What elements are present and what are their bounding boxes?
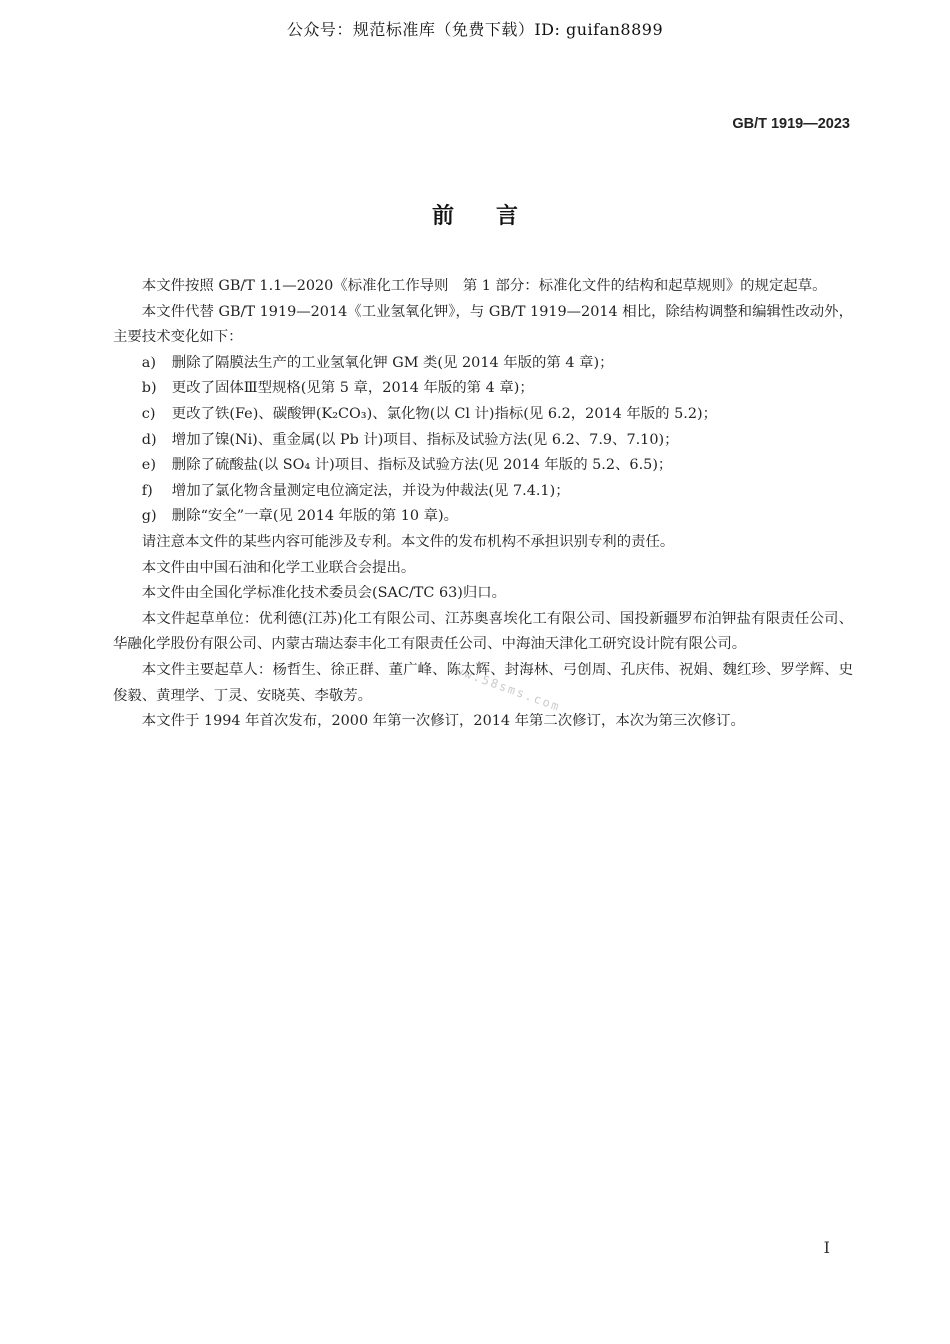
change-item-label: e) — [141, 457, 156, 474]
change-item-label: g) — [141, 508, 157, 525]
page-title: 前言 — [431, 203, 560, 229]
watermark: www.58sms.com — [445, 660, 563, 715]
paragraph-drafting-rules: 本文件按照 GB/T 1.1—2020《标准化工作导则 第 1 部分：标准化文件的结构和起草规则》的规定起草。 — [141, 278, 827, 294]
paragraph-drafting-units: 本文件起草单位：优利德(江苏)化工有限公司、江苏奥喜埃化工有限公司、国投新疆罗布泊钾盐有限责任公司、华融化学股份有限公司、内蒙古瑞达泰丰化工有限责任公司、中海油天津化工研究设计院有限公司。 — [113, 610, 853, 653]
change-item — [113, 453, 853, 479]
paragraph-proposer: 本文件由中国石油和化学工业联合会提出。 — [141, 559, 416, 576]
change-item — [113, 428, 853, 454]
page-number: I — [823, 1238, 830, 1257]
change-item — [113, 351, 853, 377]
paragraph-replacement: 本文件代替 GB/T 1919—2014《工业氢氧化钾》，与 GB/T 1919—2014 相比，除结构调整和编辑性改动外，主要技术变化如下： — [113, 303, 853, 346]
change-item-label: a) — [141, 354, 156, 371]
download-banner: 公众号：规范标准库（免费下载）ID: guifan8899 — [286, 20, 664, 39]
change-item-label: c) — [141, 405, 156, 422]
standard-code: GB/T 1919—2023 — [732, 116, 850, 132]
change-item — [113, 479, 853, 505]
paragraph-committee: 本文件由全国化学标准化技术委员会(SAC/TC 63)归口。 — [141, 585, 507, 602]
change-item-text: 删除“安全”一章(见 2014 年版的第 10 章)。 — [171, 508, 459, 525]
change-item — [113, 376, 853, 402]
foreword-body — [113, 274, 853, 735]
change-item-text: 更改了固体Ⅲ型规格(见第 5 章，2014 年版的第 4 章)； — [171, 380, 534, 397]
change-item-text: 增加了镍(Ni)、重金属(以 Pb 计)项目、指标及试验方法(见 6.2、7.9、7.10)； — [171, 431, 679, 448]
paragraph-history: 本文件于 1994 年首次发布，2000 年第一次修订，2014 年第二次修订，本次为第三次修订。 — [141, 713, 745, 730]
change-item-text: 更改了铁(Fe)、碳酸钾(K₂CO₃)、氯化物(以 Cl 计)指标(见 6.2，2014 年版的 5.2)； — [171, 405, 717, 422]
change-item-text: 增加了氯化物含量测定电位滴定法，并设为仲裁法(见 7.4.1)； — [171, 482, 570, 499]
change-item-text: 删除了硫酸盐(以 SO₄ 计)项目、指标及试验方法(见 2014 年版的 5.2、6.5)； — [171, 457, 673, 474]
paragraph-patent-notice: 请注意本文件的某些内容可能涉及专利。本文件的发布机构不承担识别专利的责任。 — [141, 533, 675, 550]
change-item — [113, 504, 853, 530]
change-item-label: b) — [141, 380, 157, 397]
change-item-label: d) — [141, 431, 157, 448]
change-item-label: f) — [141, 482, 153, 499]
change-item — [113, 402, 853, 428]
paragraph-drafters: 本文件主要起草人：杨哲生、徐正群、董广峰、陈太辉、封海林、弓创周、孔庆伟、祝娟、魏红珍、罗学辉、史俊毅、黄理学、丁灵、安晓英、李敬芳。 — [113, 661, 853, 704]
change-item-text: 删除了隔膜法生产的工业氢氧化钾 GM 类(见 2014 年版的第 4 章)； — [171, 354, 614, 371]
